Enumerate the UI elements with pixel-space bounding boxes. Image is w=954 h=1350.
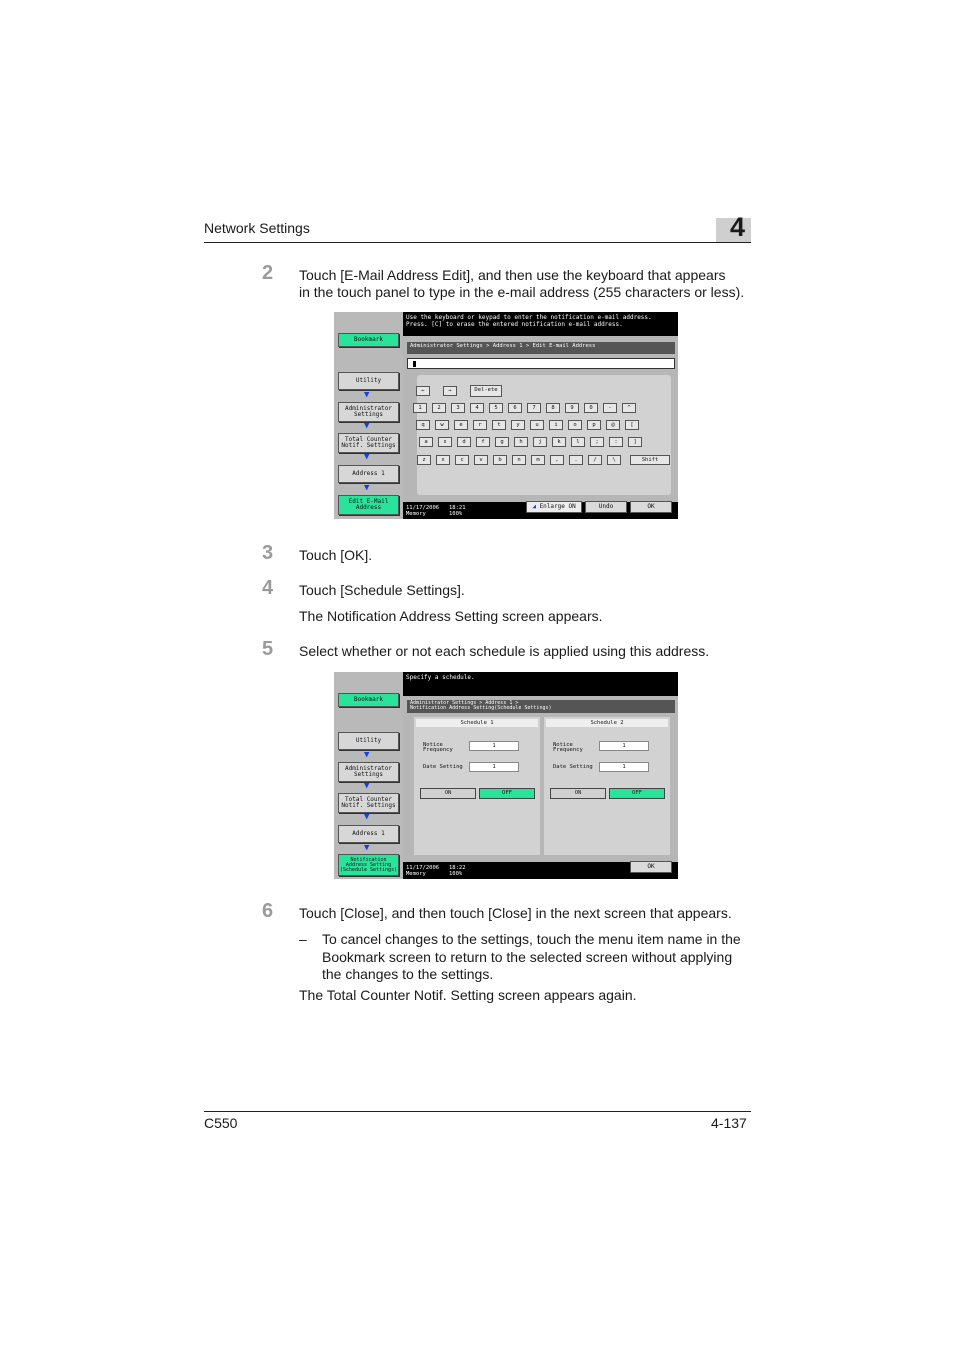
key-0-3[interactable]: 4 [470, 403, 484, 413]
ok-button[interactable]: OK [630, 501, 672, 513]
key-2-1[interactable]: s [438, 437, 452, 447]
notice-frequency-label: Notice Frequency [553, 742, 583, 753]
key-1-7[interactable]: i [549, 420, 563, 430]
key-3-9[interactable]: / [588, 455, 602, 465]
key-0-5[interactable]: 6 [508, 403, 522, 413]
key-2-10[interactable]: : [609, 437, 623, 447]
email-address-input[interactable] [407, 358, 675, 369]
utility-button[interactable]: Utility [338, 732, 399, 750]
step-number: 6 [262, 900, 274, 922]
schedule-panel-screenshot [334, 672, 678, 879]
date-setting-label: Date Setting [423, 764, 463, 770]
total-counter-notif-button[interactable]: Total Counter Notif. Settings [338, 793, 399, 813]
step-text: in the touch panel to type in the e-mail address (255 characters or less). [299, 284, 745, 300]
key-1-2[interactable]: e [454, 420, 468, 430]
key-2-8[interactable]: l [571, 437, 585, 447]
breadcrumb: Administrator Settings > Address 1 > Edit E-mail Address [407, 342, 675, 354]
down-arrow-icon: ▼ [364, 843, 370, 853]
status-date-memory: 11/17/2006 Memory [406, 865, 440, 877]
cursor-right-key[interactable]: → [443, 386, 457, 396]
notice-frequency-label: Notice Frequency [423, 742, 453, 753]
key-0-2[interactable]: 3 [451, 403, 465, 413]
address-1-button[interactable]: Address 1 [338, 465, 399, 483]
key-2-3[interactable]: f [476, 437, 490, 447]
key-1-5[interactable]: y [511, 420, 525, 430]
key-0-8[interactable]: 9 [565, 403, 579, 413]
enlarge-display-button[interactable]: ◢ Enlarge ON [526, 501, 582, 513]
status-time-pct: 18:22 100% [449, 865, 466, 877]
key-1-10[interactable]: @ [606, 420, 620, 430]
key-0-7[interactable]: 8 [546, 403, 560, 413]
key-3-1[interactable]: x [436, 455, 450, 465]
administrator-settings-button[interactable]: Administrator Settings [338, 762, 399, 782]
key-3-3[interactable]: v [474, 455, 488, 465]
bullet-text: To cancel changes to the settings, touch the menu item name in the [322, 931, 741, 947]
key-3-10[interactable]: \ [607, 455, 621, 465]
step-text: Select whether or not each schedule is applied using this address. [299, 643, 710, 659]
enlarge-icon: ◢ [532, 503, 536, 510]
text-cursor [413, 361, 416, 367]
schedule-title: Schedule 2 [546, 719, 668, 727]
key-3-8[interactable]: . [569, 455, 583, 465]
key-0-1[interactable]: 2 [432, 403, 446, 413]
total-counter-notif-button[interactable]: Total Counter Notif. Settings [338, 433, 399, 453]
key-0-4[interactable]: 5 [489, 403, 503, 413]
date-setting-field[interactable]: 1 [599, 762, 649, 772]
edit-email-address-button[interactable]: Edit E-Mail Address [338, 495, 399, 515]
key-0-6[interactable]: 7 [527, 403, 541, 413]
down-arrow-icon: ▼ [364, 483, 370, 493]
step-result: The Total Counter Notif. Setting screen appears again. [299, 987, 637, 1003]
key-1-6[interactable]: u [530, 420, 544, 430]
running-header: Network Settings [204, 220, 310, 236]
instruction-message: Specify a schedule. [406, 674, 475, 681]
step-number: 2 [262, 262, 274, 284]
step-number: 4 [262, 577, 274, 599]
notice-frequency-field[interactable]: 1 [469, 741, 519, 751]
key-0-10[interactable]: - [603, 403, 617, 413]
key-3-6[interactable]: m [531, 455, 545, 465]
key-2-11[interactable]: ] [628, 437, 642, 447]
step-text: Touch [OK]. [299, 547, 373, 563]
key-2-2[interactable]: d [457, 437, 471, 447]
message-line: Press. [C] to erase the entered notification e-mail address. [406, 321, 623, 328]
step-text: Touch [Schedule Settings]. [299, 582, 465, 598]
status-date-memory: 11/17/2006 Memory [406, 505, 440, 517]
key-0-11[interactable]: ^ [622, 403, 636, 413]
breadcrumb: Administrator Settings > Address 1 > Notification Address Setting(Schedule Settings) [407, 700, 675, 713]
key-1-11[interactable]: [ [625, 420, 639, 430]
notification-address-setting-button[interactable]: Notification Address Setting (Schedule Settings) [338, 854, 399, 876]
bullet-text: the changes to the settings. [322, 966, 494, 982]
step-result: The Notification Address Setting screen appears. [299, 608, 603, 624]
step-text: Touch [Close], and then touch [Close] in the next screen that appears. [299, 905, 732, 921]
key-3-2[interactable]: c [455, 455, 469, 465]
down-arrow-icon: ▼ [364, 812, 370, 822]
key-1-8[interactable]: o [568, 420, 582, 430]
key-1-0[interactable]: q [416, 420, 430, 430]
schedule-1-on-button[interactable]: ON [420, 788, 476, 799]
panel-sidebar [334, 312, 403, 519]
ok-button[interactable]: OK [630, 861, 672, 873]
footer-rule [204, 1111, 751, 1112]
delete-key[interactable]: Del-ete [470, 385, 502, 397]
key-2-6[interactable]: j [533, 437, 547, 447]
key-1-1[interactable]: w [435, 420, 449, 430]
key-0-0[interactable]: 1 [413, 403, 427, 413]
step-number: 5 [262, 638, 274, 660]
key-3-5[interactable]: n [512, 455, 526, 465]
keyboard-panel-screenshot [334, 312, 678, 519]
footer-model: C550 [204, 1115, 238, 1131]
key-2-4[interactable]: g [495, 437, 509, 447]
key-2-9[interactable]: ; [590, 437, 604, 447]
cursor-left-key[interactable]: ← [416, 386, 430, 396]
key-2-0[interactable]: a [419, 437, 433, 447]
bullet-dash: – [299, 931, 307, 947]
status-time-pct: 18:21 100% [449, 505, 466, 517]
panel-sidebar [334, 672, 403, 879]
date-setting-label: Date Setting [553, 764, 593, 770]
down-arrow-icon: ▼ [364, 421, 370, 431]
key-0-9[interactable]: 0 [584, 403, 598, 413]
message-line: Use the keyboard or keypad to enter the notification e-mail address. [406, 314, 652, 321]
key-2-7[interactable]: k [552, 437, 566, 447]
header-rule [204, 242, 751, 243]
schedule-1-off-button[interactable]: OFF [479, 788, 535, 799]
bookmark-button[interactable]: Bookmark [338, 693, 399, 707]
administrator-settings-button[interactable]: Administrator Settings [338, 402, 399, 422]
shift-key[interactable]: Shift [630, 455, 670, 465]
schedule-1-group [414, 717, 540, 855]
key-2-5[interactable]: h [514, 437, 528, 447]
key-1-3[interactable]: r [473, 420, 487, 430]
undo-button[interactable]: Undo [585, 501, 627, 513]
schedule-2-off-button[interactable]: OFF [609, 788, 665, 799]
date-setting-field[interactable]: 1 [469, 762, 519, 772]
footer-page-number: 4-137 [711, 1115, 747, 1131]
key-1-9[interactable]: p [587, 420, 601, 430]
down-arrow-icon: ▼ [364, 452, 370, 462]
key-3-7[interactable]: , [550, 455, 564, 465]
down-arrow-icon: ▼ [364, 750, 370, 760]
utility-button[interactable]: Utility [338, 372, 399, 390]
key-3-0[interactable]: z [417, 455, 431, 465]
step-text: Touch [E-Mail Address Edit], and then use the keyboard that appears [299, 267, 726, 283]
schedule-2-group [544, 717, 670, 855]
instruction-message [406, 314, 676, 328]
bullet-text: Bookmark screen to return to the selected screen without applying [322, 949, 733, 965]
down-arrow-icon: ▼ [364, 781, 370, 791]
schedule-title: Schedule 1 [416, 719, 538, 727]
bookmark-button[interactable]: Bookmark [338, 333, 399, 347]
chapter-number: 4 [730, 212, 746, 242]
notice-frequency-field[interactable]: 1 [599, 741, 649, 751]
schedule-2-on-button[interactable]: ON [550, 788, 606, 799]
key-3-4[interactable]: b [493, 455, 507, 465]
down-arrow-icon: ▼ [364, 390, 370, 400]
address-1-button[interactable]: Address 1 [338, 825, 399, 843]
step-number: 3 [262, 542, 274, 564]
key-1-4[interactable]: t [492, 420, 506, 430]
